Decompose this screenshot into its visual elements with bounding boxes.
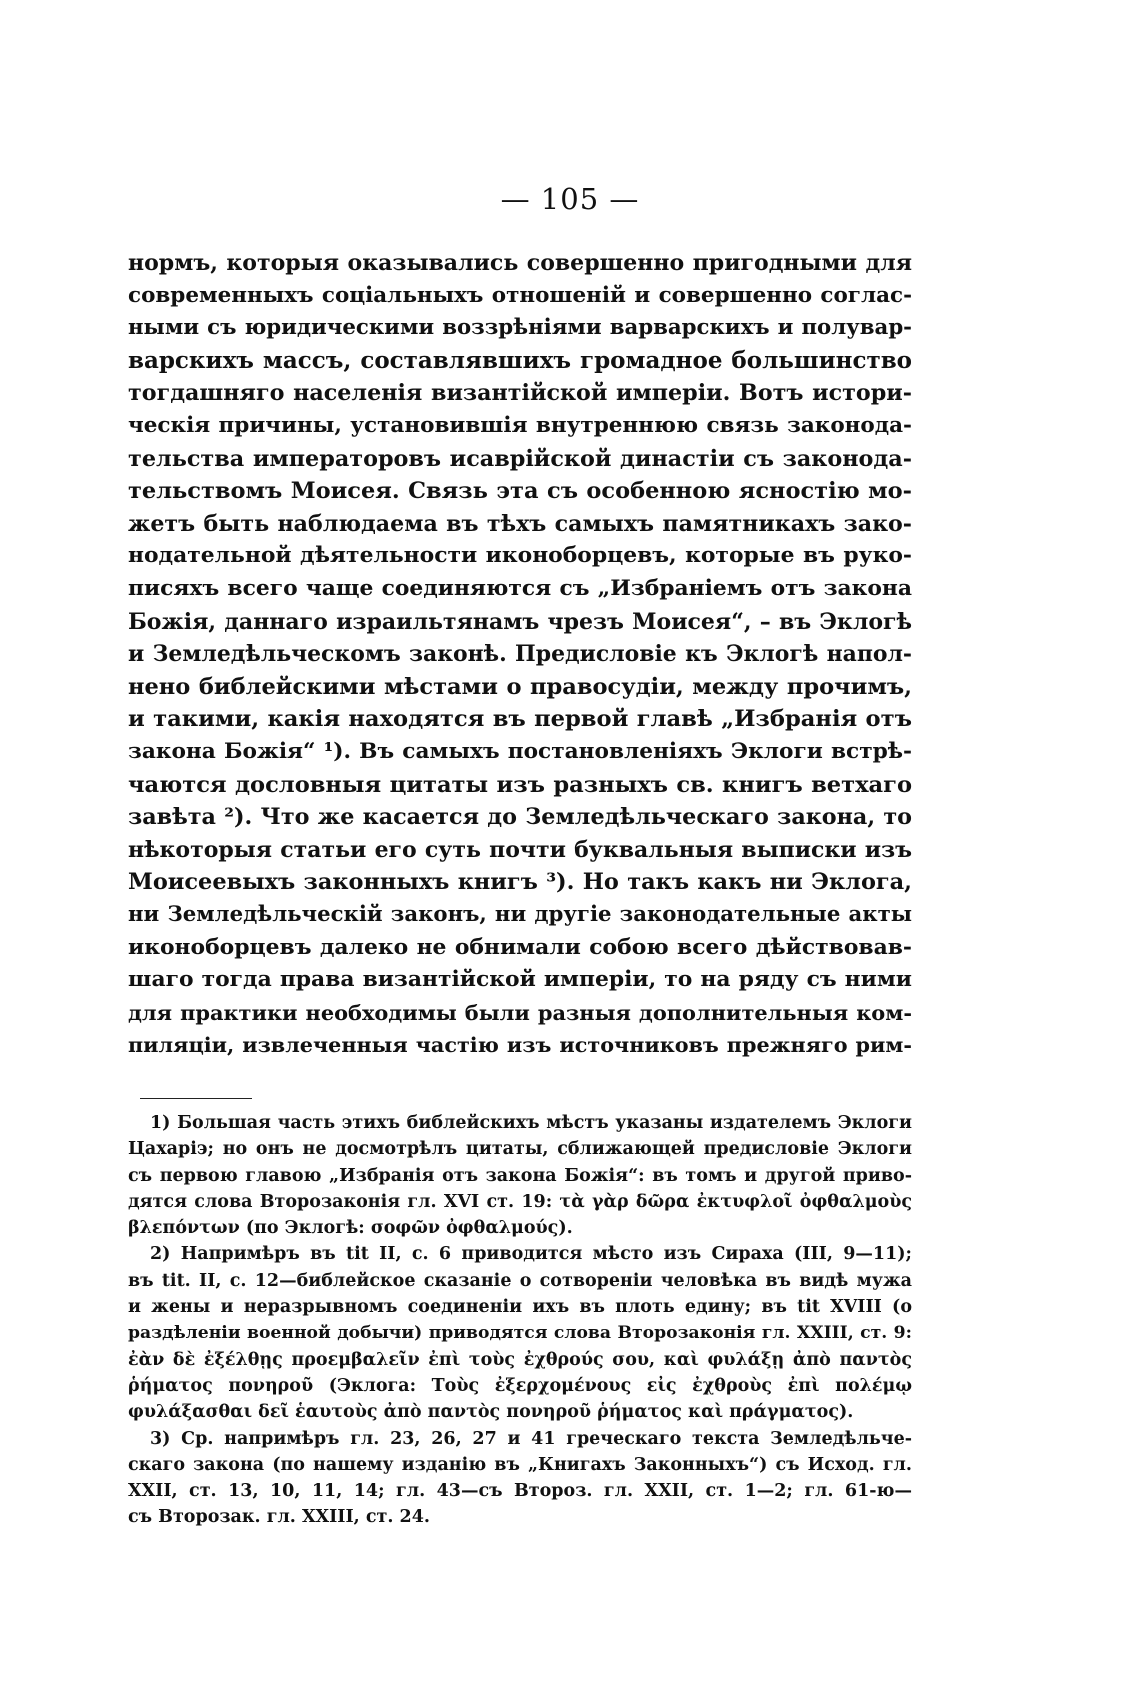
text-line: и такими, какія находятся въ первой главѣ „Избранія отъ [128,706,912,733]
text-line: ни Земледѣльческій законъ, ни другіе законодательные акты [128,901,912,927]
footnote-line: 2) Напримѣръ въ tit II, с. 6 приводится мѣсто изъ Сираха (III, 9—11); [150,1244,912,1265]
text-line: писяхъ всего чаще соединяются съ „Избраніемъ отъ закона [128,575,912,601]
text-line: завѣта ²). Что же касается до Земледѣльческаго закона, то [128,804,912,831]
footnote-line: φυλάξασθαι δεῖ ἑαυτοὺς ἀπὸ παντὸς πονηροῦ ῥήματος καὶ πράγματος). [128,1402,854,1423]
footnote-line: скаго закона (по нашему изданію въ „Книгахъ Законныхъ“) съ Исход. гл. [128,1454,912,1475]
text-line: ческія причины, установившія внутреннюю связь законода- [128,412,912,438]
footnote-line: дятся слова Второзаконія гл. XVI ст. 19: τὰ γὰρ δῶρα ἐκτυφλοῖ ὀφθαλμοὺς [128,1191,912,1212]
text-line: ными съ юридическими воззрѣніями варварскихъ и полувар- [128,315,912,341]
text-line: нодательной дѣятельности иконоборцевъ, которые въ руко- [128,543,912,569]
main-text [128,247,912,1062]
text-line: жетъ быть наблюдаема въ тѣхъ самыхъ памятникахъ зако- [128,510,912,537]
text-line: иконоборцевъ далеко не обнимали собою всего дѣйствовав- [128,934,912,961]
text-line: варскихъ массъ, составлявшихъ громадное большинство [128,346,912,374]
text-line: и Земледѣльческомъ законѣ. Предисловіе къ Эклогѣ напол- [128,641,912,668]
footnote-line: ἐὰν δὲ ἐξέλθῃς προεμβαλεῖν ἐπὶ τοὺς ἐχθρούς σου, καὶ φυλάξῃ ἀπὸ παντὸς [128,1349,912,1370]
text-line: нѣкоторыя статьи его суть почти буквальныя выписки изъ [128,836,912,863]
footnote-line: съ первою главою „Избранія отъ закона Божія“: въ томъ и другой приво- [128,1165,912,1186]
text-line: для практики необходимы были разныя дополнительныя ком- [128,999,912,1025]
text-line: тельствомъ Моисея. Связь эта съ особенною ясностію мо- [128,478,912,505]
text-line: пиляціи, извлеченныя частію изъ источниковъ прежняго рим- [128,1033,912,1058]
text-line: чаются дословныя цитаты изъ разныхъ св. книгъ ветхаго [128,771,912,798]
text-line: Божія, даннаго израильтянамъ чрезъ Моисея“, – въ Эклогѣ [128,608,912,635]
footnote-line: раздѣленіи военной добычи) приводятся слова Второзаконія гл. XXIII, ст. 9: [128,1323,912,1344]
footnote-line: XXII, ст. 13, 10, 11, 14; гл. 43—съ Второз. гл. XXII, ст. 1—2; гл. 61-ю— [128,1481,912,1502]
text-line: Моисеевыхъ законныхъ книгъ ³). Но такъ какъ ни Эклога, [128,869,912,896]
footnote-line: и жены и неразрывномъ соединеніи ихъ въ плоть едину; въ tit XVIII (о [128,1297,912,1318]
text-line: нормъ, которыя оказывались совершенно пригодными для [128,250,912,276]
text-line: современныхъ соціальныхъ отношеній и совершенно соглас- [128,282,912,308]
footnote-line: Цахаріэ; но онъ не досмотрѣлъ цитаты, сближающей предисловіе Эклоги [128,1139,912,1160]
footnote-line: ῥήματος πονηροῦ (Эклога: Τοὺς ἐξερχομένους εἰς ἐχθροὺς ἐπὶ πολέμῳ [128,1375,912,1396]
page-number: — 105 — [500,182,640,216]
text-line: тельства императоровъ исаврійской династіи съ законода- [128,445,912,472]
text-line: закона Божія“ ¹). Въ самыхъ постановленіяхъ Эклоги встрѣ- [128,738,912,764]
text-line: шаго тогда права византійской имперіи, то на ряду съ ними [128,967,912,993]
text-line: нено библейскими мѣстами о правосудіи, между прочимъ, [128,673,912,700]
footnote-line: βλεπόντων (по Эклогѣ: σοφῶν ὀφθαλμούς). [128,1218,573,1239]
footnote-line: въ tit. II, с. 12—библейское сказаніе о сотвореніи человѣка въ видѣ мужа [128,1270,912,1291]
footnote-line: съ Второзак. гл. XXIII, ст. 24. [128,1507,430,1528]
footnote-line: 1) Большая часть этихъ библейскихъ мѣстъ указаны издателемъ Эклоги [150,1113,912,1133]
footnote-separator [140,1098,252,1099]
footnotes [128,1110,912,1531]
footnote-line: 3) Ср. напримѣръ гл. 23, 26, 27 и 41 греческаго текста Земледѣльче- [150,1428,912,1449]
text-line: тогдашняго населенія византійской имперіи. Вотъ истори- [128,380,912,407]
